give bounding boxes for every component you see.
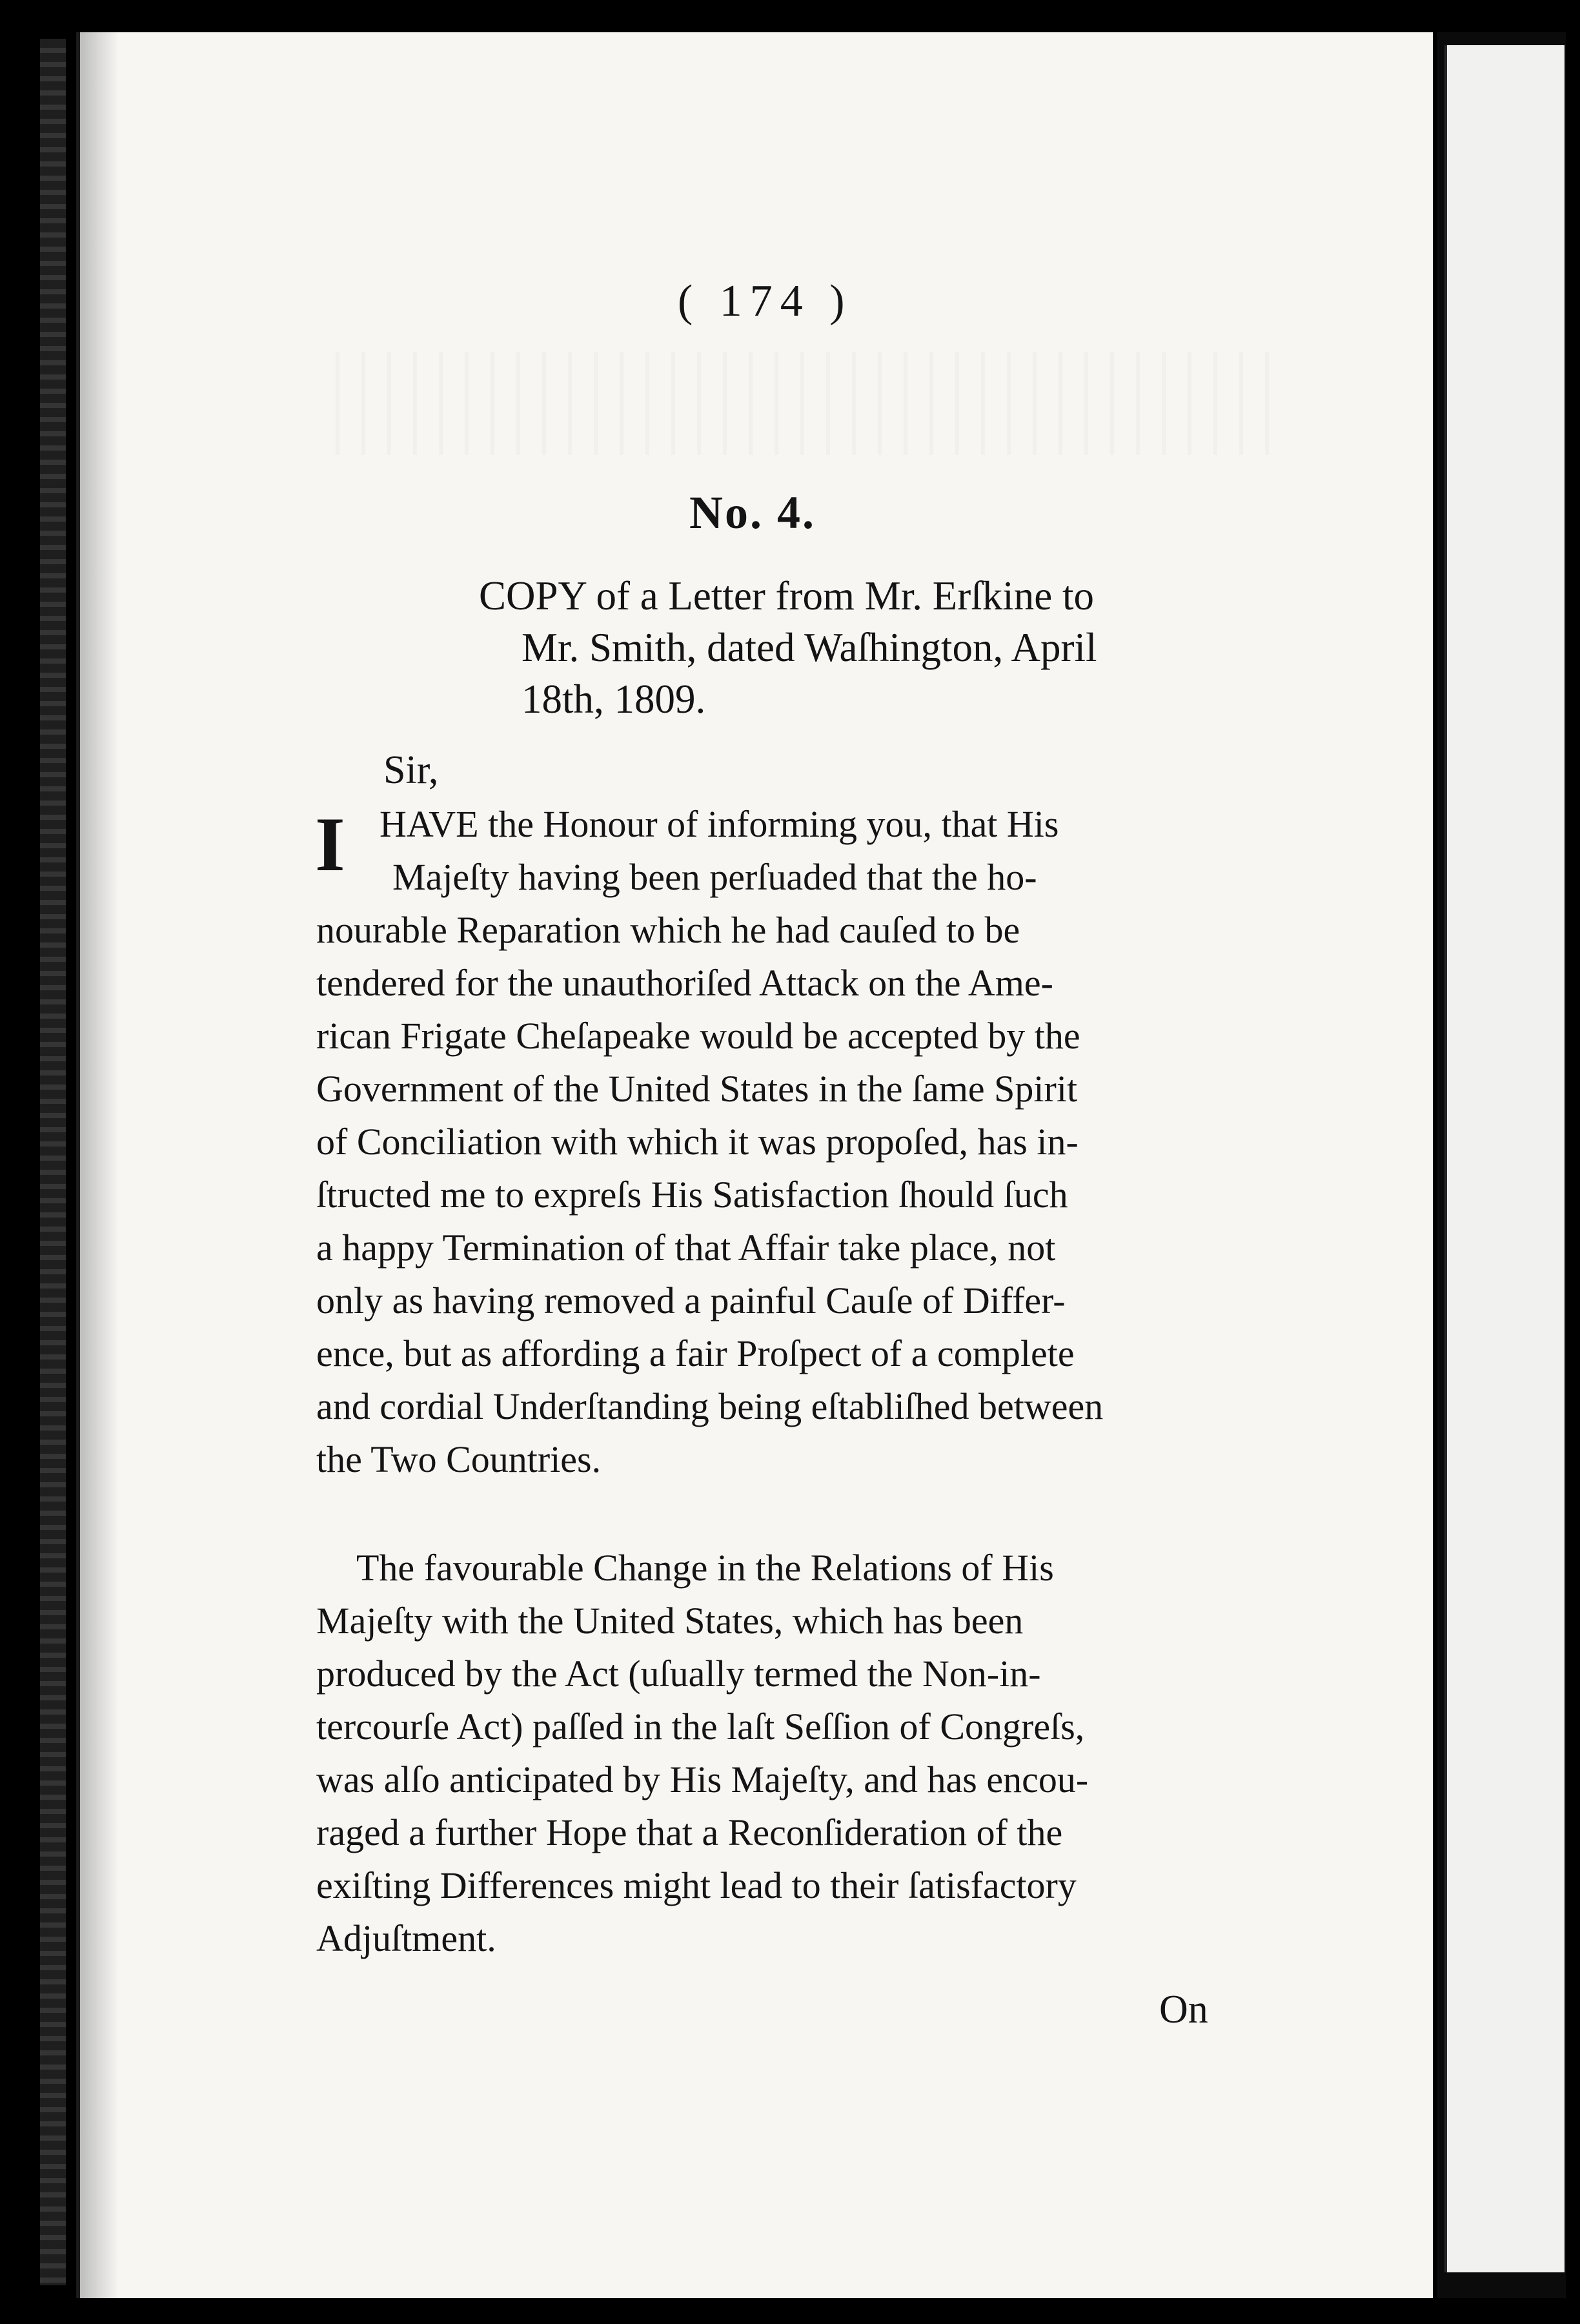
- body-line: Majeſty having been perſuaded that the ho-: [392, 856, 1037, 898]
- adjacent-page-stub: [1444, 45, 1565, 2272]
- body-line: only as having removed a painful Cauſe of Differ-: [316, 1279, 1066, 1321]
- binding-edge: [40, 39, 66, 2285]
- body-line: Majeſty with the United States, which has been: [316, 1600, 1024, 1642]
- salutation: Sir,: [383, 748, 439, 792]
- body-line: Adjuſtment.: [316, 1917, 496, 1959]
- body-line: was alſo anticipated by His Majeſty, and has encou-: [316, 1758, 1089, 1800]
- bleed-through: [336, 352, 1271, 455]
- body-line: tendered for the unauthoriſed Attack on the Ame-: [316, 962, 1053, 1004]
- drop-cap: I: [315, 801, 345, 887]
- body-line: of Conciliation with which it was propoſed, has in-: [316, 1121, 1079, 1163]
- body-line: produced by the Act (uſually termed the Non-in-: [316, 1653, 1041, 1695]
- body-line: ſtructed me to expreſs His Satisfaction ſhould ſuch: [316, 1174, 1068, 1216]
- body-line: nourable Reparation which he had cauſed to be: [316, 909, 1020, 951]
- document-number: No. 4.: [689, 487, 816, 538]
- body-line: tercourſe Act) paſſed in the laſt Seſſion of Congreſs,: [316, 1706, 1085, 1748]
- body-line: ence, but as affording a fair Proſpect of a complete: [316, 1332, 1075, 1374]
- body-line: HAVE the Honour of informing you, that His: [380, 803, 1059, 845]
- gutter-shadow: [80, 32, 119, 2298]
- body-line: the Two Countries.: [316, 1438, 602, 1480]
- body-line: exiſting Differences might lead to their ſatisfactory: [316, 1864, 1077, 1906]
- body-line: raged a further Hope that a Reconſideration of the: [316, 1811, 1063, 1853]
- body-line: a happy Termination of that Affair take place, not: [316, 1227, 1056, 1269]
- body-line: and cordial Underſtanding being eſtabliſhed between: [316, 1385, 1104, 1427]
- body-line: Government of the United States in the ſame Spirit: [316, 1068, 1078, 1110]
- letter-heading-line: COPY of a Letter from Mr. Erſkine to: [479, 573, 1094, 618]
- body-line: rican Frigate Cheſapeake would be accepted by the: [316, 1015, 1080, 1057]
- letter-heading-line: Mr. Smith, dated Waſhington, April: [522, 625, 1097, 670]
- body-line: The favourable Change in the Relations of His: [356, 1547, 1054, 1589]
- page-number: ( 174 ): [678, 276, 853, 326]
- catchword: On: [1159, 1988, 1208, 2032]
- letter-heading-line: 18th, 1809.: [522, 677, 706, 722]
